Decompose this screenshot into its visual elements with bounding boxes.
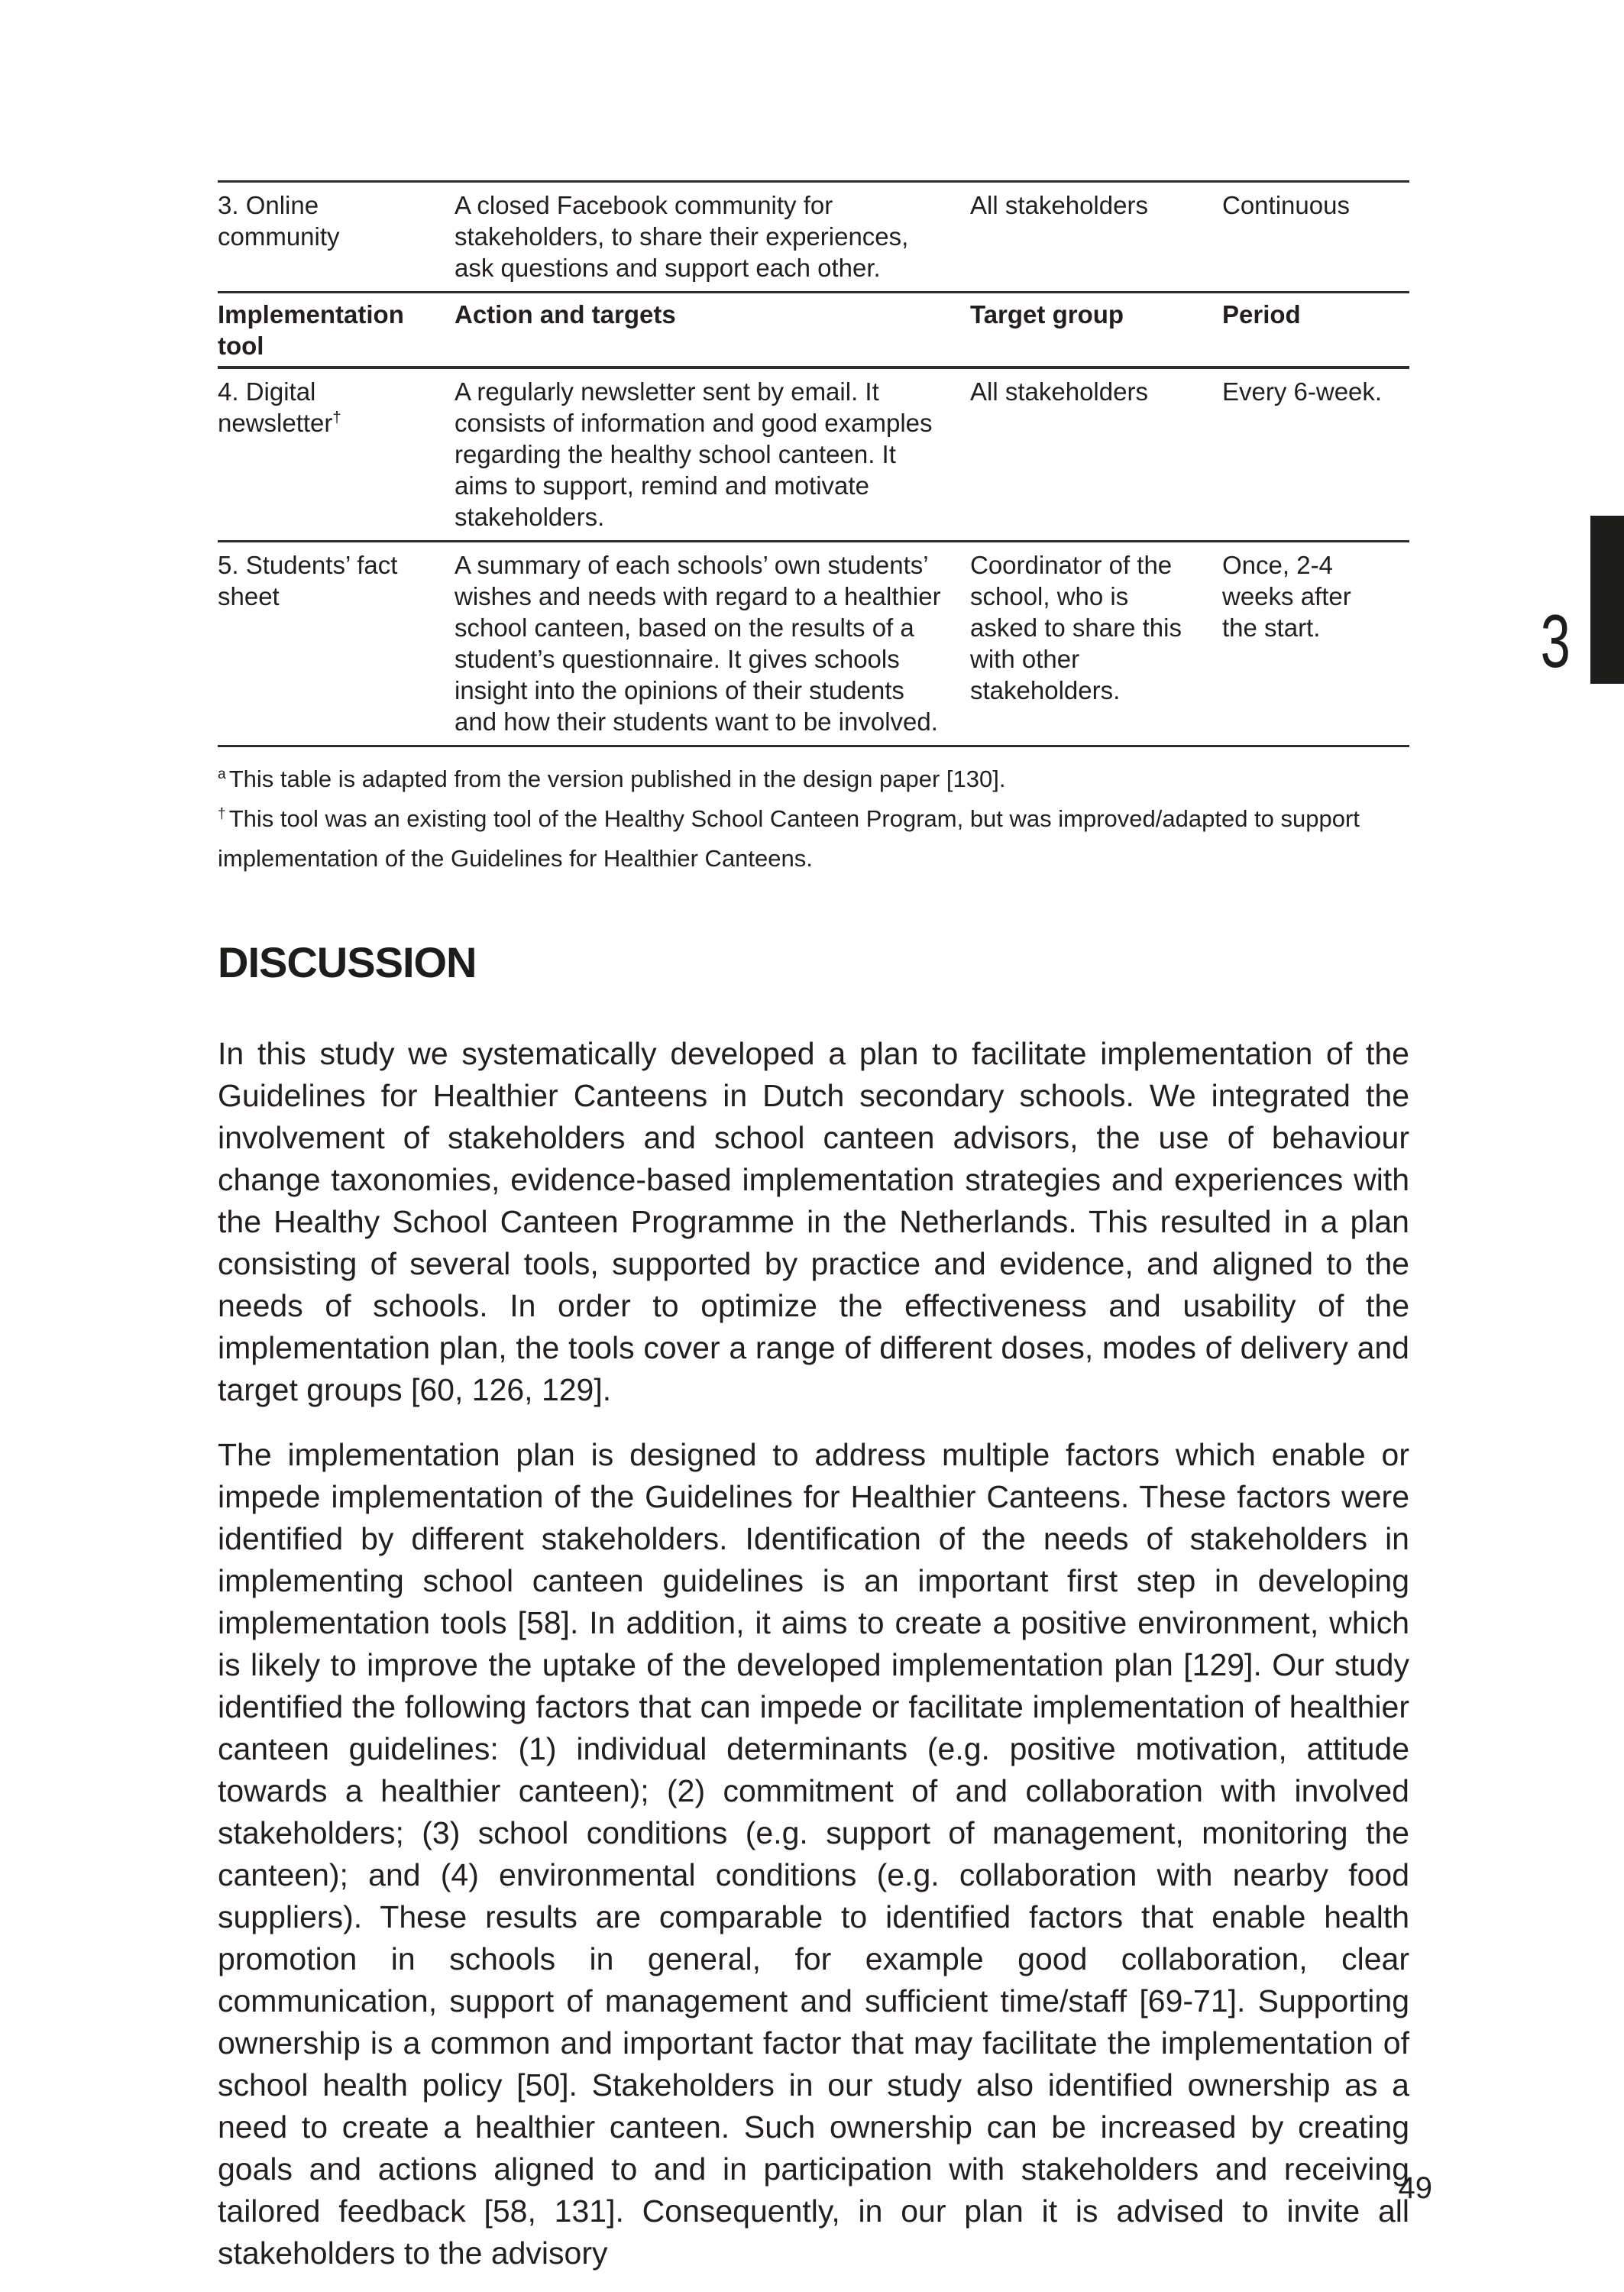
body-paragraph: In this study we systematically developed a plan to facilitate implementation of the Guidelines for Healthier Canteens in Dutch secondary schools. We integrated the involvement of stakeholders and school canteen advisors, the use of behaviour change taxonomies, evidence-based implementation strategies and experiences with the Healthy School Canteen Programme in the Netherlands. This resulted in a plan consisting of several tools, supported by practice and evidence, and aligned to the needs of schools. In order to optimize the effectiveness and usability of the implementation plan, the tools cover a range of different doses, modes of delivery and target groups [60, 126, 129]. bbox=[218, 1036, 1409, 1407]
footnote-marker: a bbox=[218, 766, 226, 782]
table-cell-period: Once, 2-4 weeks after the start. bbox=[1222, 542, 1409, 746]
tool-name: 3. Online community bbox=[218, 191, 340, 251]
tool-name: 4. Digital newsletter bbox=[218, 377, 333, 437]
column-header-period: Period bbox=[1222, 293, 1409, 368]
table-cell-tool bbox=[218, 182, 455, 293]
table-row-online-community bbox=[218, 182, 1409, 293]
tool-name: 5. Students’ fact sheet bbox=[218, 551, 398, 610]
footnote-marker: † bbox=[218, 805, 226, 822]
table-cell-tool bbox=[218, 367, 455, 542]
table-row-digital-newsletter bbox=[218, 367, 1409, 542]
table-row-students-fact-sheet bbox=[218, 542, 1409, 746]
table-cell-target-group: Coordinator of the school, who is asked to share this with other stakeholders. bbox=[970, 542, 1222, 746]
table-cell-action: A summary of each schools’ own students’ wishes and needs with regard to a healthier school canteen, based on the results of a student’s questionnaire. It gives schools insight into the opinions of their students and how their students want to be involved. bbox=[455, 542, 970, 746]
dagger-marker: † bbox=[332, 409, 341, 426]
chapter-tab-bar bbox=[1590, 516, 1624, 684]
table-cell-period: Every 6-week. bbox=[1222, 367, 1409, 542]
column-header-tool: Implementation tool bbox=[218, 293, 455, 368]
section-heading: DISCUSSION bbox=[218, 938, 477, 986]
page-content bbox=[218, 180, 1409, 2274]
body-paragraph: The implementation plan is designed to address multiple factors which enable or impede implementation of the Guidelines for Healthier Canteens. These factors were identified by different stakeholders. Identification of the needs of stakeholders in implementing school canteen guidelines is an important first step in developing implementation tools [58]. In addition, it aims to create a positive environment, which is likely to improve the uptake of the developed implementation plan [129]. Our study identified the following factors that can impede or facilitate implementation of healthier canteen guidelines: (1) individual determinants (e.g. positive motivation, attitude towards a healthier canteen); (2) commitment of and collaboration with involved stakeholders; (3) school conditions (e.g. support of management, monitoring the canteen); and (4) environmental conditions (e.g. collaboration with nearby food suppliers). These results are comparable to identified factors that enable health promotion in schools in general, for example good collaboration, clear communication, support of management and sufficient time/staff [69-71]. Supporting ownership is a common and important factor that may facilitate the implementation of school health policy [50]. Stakeholders in our study also identified ownership as a need to create a healthier canteen. Such ownership can be increased by creating goals and actions aligned to and in participation with stakeholders and receiving tailored feedback [58, 131]. Consequently, in our plan it is advised to invite all stakeholders to the advisory bbox=[218, 1437, 1409, 2271]
page-number: 49 bbox=[1398, 2171, 1432, 2205]
table-footnotes bbox=[218, 759, 1409, 879]
table-cell-target-group: All stakeholders bbox=[970, 367, 1222, 542]
column-header-action: Action and targets bbox=[455, 293, 970, 368]
table-cell-action: A closed Facebook community for stakeholders, to share their experiences, ask questions and support each other. bbox=[455, 182, 970, 293]
table-cell-period: Continuous bbox=[1222, 182, 1409, 293]
table-cell-target-group: All stakeholders bbox=[970, 182, 1222, 293]
footnote-text: This table is adapted from the version published in the design paper [130]. bbox=[228, 766, 1006, 792]
footnote bbox=[218, 759, 1409, 799]
implementation-tools-table bbox=[218, 180, 1409, 747]
table-cell-tool bbox=[218, 542, 455, 746]
chapter-number: 3 bbox=[1540, 599, 1571, 683]
footnote bbox=[218, 799, 1409, 879]
column-header-target-group: Target group bbox=[970, 293, 1222, 368]
table-cell-action: A regularly newsletter sent by email. It consists of information and good examples regarding the healthy school canteen. It aims to support, remind and motivate stakeholders. bbox=[455, 367, 970, 542]
table-header-row bbox=[218, 293, 1409, 368]
footnote-text: This tool was an existing tool of the Healthy School Canteen Program, but was improved/adapted to support implementation of the Guidelines for Healthier Canteens. bbox=[218, 805, 1360, 872]
discussion-body bbox=[218, 1033, 1409, 2274]
